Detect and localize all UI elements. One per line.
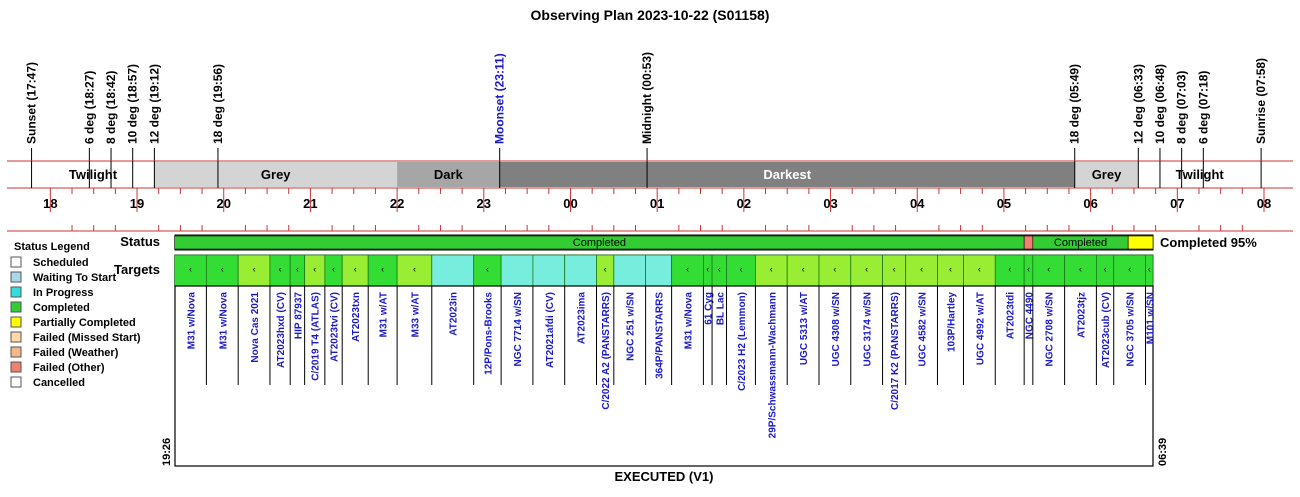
events-layer bbox=[25, 52, 1269, 161]
target-name: C/2017 K2 (PANSTARRS) bbox=[890, 292, 902, 410]
target-name: C/2022 A2 (PANSTARRS) bbox=[601, 292, 613, 410]
target-mark: ‹ bbox=[412, 264, 416, 274]
target-mark: ‹ bbox=[295, 264, 299, 274]
target-name: AT2023txn bbox=[351, 292, 363, 342]
hour-label: 00 bbox=[563, 196, 578, 211]
event-label: Sunset (17:47) bbox=[24, 61, 39, 144]
target-block bbox=[614, 255, 646, 286]
status-segment-label: Completed bbox=[572, 237, 626, 249]
target-name: HIP 87937 bbox=[293, 292, 305, 340]
event-label: 6 deg (07:18) bbox=[1196, 70, 1211, 144]
sky-band-label: Grey bbox=[1091, 167, 1122, 182]
target-mark: ‹ bbox=[220, 264, 224, 274]
target-names bbox=[161, 286, 1169, 484]
sky-bands bbox=[7, 161, 1293, 188]
target-name: AT2023ima bbox=[576, 292, 588, 345]
hour-label: 04 bbox=[910, 196, 925, 211]
target-block bbox=[565, 255, 597, 286]
target-name: M31 w/Nova bbox=[218, 292, 230, 350]
target-name: UGC 4308 w/SN bbox=[830, 292, 842, 367]
target-name: AT2023hxd (CV) bbox=[276, 292, 288, 368]
legend-swatch bbox=[11, 362, 21, 372]
legend-item-label: Partially Completed bbox=[33, 317, 136, 329]
legend-swatch bbox=[11, 377, 21, 387]
sky-band bbox=[7, 162, 32, 187]
hour-label: 08 bbox=[1256, 196, 1272, 211]
target-mark: ‹ bbox=[381, 264, 385, 274]
target-mark: ‹ bbox=[686, 264, 690, 274]
event-label: 6 deg (18:27) bbox=[82, 70, 97, 144]
target-name: M101 w/SN bbox=[1145, 292, 1157, 345]
target-name: 12P/Pons-Brooks bbox=[483, 292, 495, 375]
target-mark: ‹ bbox=[865, 264, 869, 274]
legend-item-label: Failed (Missed Start) bbox=[33, 332, 141, 344]
target-mark: ‹ bbox=[1128, 264, 1132, 274]
event-label: Midnight (00:53) bbox=[640, 52, 655, 144]
target-name: NGC 4490 bbox=[1024, 292, 1036, 340]
sky-band-label: Twilight bbox=[1175, 167, 1224, 182]
target-name: UGC 4582 w/SN bbox=[917, 292, 929, 367]
legend-item-label: Completed bbox=[33, 302, 90, 314]
target-mark: ‹ bbox=[1103, 264, 1107, 274]
status-row bbox=[120, 234, 1257, 250]
sky-band-label: Grey bbox=[260, 167, 291, 182]
target-name: NGC 3705 w/SN bbox=[1125, 292, 1137, 367]
targets-row-label: Targets bbox=[114, 262, 160, 277]
target-name: 61 Cyg bbox=[703, 292, 715, 325]
target-mark: ‹ bbox=[769, 264, 773, 274]
target-name: M31 w/Nova bbox=[186, 292, 198, 350]
target-mark: ‹ bbox=[706, 264, 710, 274]
chart-title: Observing Plan 2023-10-22 (S01158) bbox=[530, 7, 770, 23]
target-mark: ‹ bbox=[1026, 264, 1030, 274]
event-label: 12 deg (19:12) bbox=[147, 63, 162, 144]
target-mark: ‹ bbox=[278, 264, 282, 274]
event-label: 18 deg (05:49) bbox=[1067, 63, 1082, 144]
target-name: AT2021afdi (CV) bbox=[544, 292, 556, 368]
target-name: UGC 4992 w/AT bbox=[975, 292, 987, 366]
event-label: 18 deg (19:56) bbox=[210, 63, 225, 144]
hour-label: 05 bbox=[996, 196, 1012, 211]
target-name: M31 w/AT bbox=[378, 292, 390, 338]
status-row-label: Status bbox=[120, 234, 160, 249]
target-name: NGC 251 w/SN bbox=[625, 292, 637, 361]
legend-item-label: Cancelled bbox=[33, 377, 85, 389]
target-mark: ‹ bbox=[353, 264, 357, 274]
target-mark: ‹ bbox=[485, 264, 489, 274]
target-name: AT2023tvi (CV) bbox=[329, 292, 341, 362]
status-segment-label: Completed bbox=[1053, 237, 1108, 249]
target-name: Nova Cas 2021 bbox=[250, 292, 262, 363]
target-name: M31 w/Nova bbox=[683, 292, 695, 350]
target-mark: ‹ bbox=[717, 264, 721, 274]
target-mark: ‹ bbox=[252, 264, 256, 274]
hour-label: 19 bbox=[129, 196, 145, 211]
hour-label: 07 bbox=[1170, 196, 1185, 211]
target-name: UGC 5313 w/AT bbox=[799, 292, 811, 366]
hour-label: 21 bbox=[303, 196, 318, 211]
target-name: UGC 3174 w/SN bbox=[862, 292, 874, 367]
sky-band-label: Twilight bbox=[68, 167, 118, 182]
target-mark: ‹ bbox=[920, 264, 924, 274]
legend-swatch bbox=[11, 302, 21, 312]
legend-swatch bbox=[11, 317, 21, 327]
event-label: Sunrise (07:58) bbox=[1254, 57, 1269, 144]
target-name: AT2023tjz bbox=[1076, 292, 1088, 338]
target-name: 364P/PANSTARRS bbox=[654, 292, 666, 379]
target-mark: ‹ bbox=[188, 264, 192, 274]
target-name: M33 w/AT bbox=[410, 292, 422, 338]
target-mark: ‹ bbox=[801, 264, 805, 274]
legend-swatch bbox=[11, 347, 21, 357]
target-mark: ‹ bbox=[977, 264, 981, 274]
target-mark: ‹ bbox=[332, 264, 336, 274]
hour-label: 02 bbox=[736, 196, 752, 211]
hour-label: 06 bbox=[1083, 196, 1098, 211]
legend-title: Status Legend bbox=[14, 241, 90, 253]
legend-item-label: Waiting To Start bbox=[33, 272, 117, 284]
sky-band-label: Darkest bbox=[763, 167, 812, 182]
target-mark: ‹ bbox=[313, 264, 317, 274]
event-label: 10 deg (18:57) bbox=[125, 63, 140, 144]
hour-label: 01 bbox=[649, 196, 665, 211]
target-mark: ‹ bbox=[739, 264, 743, 274]
status-segment bbox=[1024, 236, 1033, 249]
plan-start-label: 19:26 bbox=[161, 437, 173, 466]
targets-row bbox=[114, 255, 1153, 286]
target-mark: ‹ bbox=[1147, 264, 1151, 274]
legend-swatch bbox=[11, 287, 21, 297]
legend-swatch bbox=[11, 257, 21, 267]
target-block bbox=[501, 255, 533, 286]
target-name: 103P/Hartley bbox=[946, 292, 958, 353]
completion-text: Completed 95% bbox=[1160, 235, 1257, 250]
target-block bbox=[533, 255, 565, 286]
target-name: BL Lac bbox=[715, 292, 727, 326]
event-label: 8 deg (18:42) bbox=[104, 70, 119, 144]
target-mark: ‹ bbox=[603, 264, 607, 274]
target-name: AT2023cub (CV) bbox=[1101, 292, 1113, 368]
legend-item-label: Failed (Other) bbox=[33, 362, 105, 374]
hour-axis bbox=[7, 188, 1293, 231]
hour-label: 20 bbox=[216, 196, 231, 211]
hour-label: 23 bbox=[476, 196, 492, 211]
hour-label: 03 bbox=[823, 196, 838, 211]
hour-label: 18 bbox=[43, 196, 58, 211]
legend-swatch bbox=[11, 272, 21, 282]
target-name: C/2019 T4 (ATLAS) bbox=[310, 292, 322, 381]
sky-band-label: Dark bbox=[433, 167, 463, 182]
event-label: Moonset (23:11) bbox=[492, 53, 507, 144]
event-label: 10 deg (06:48) bbox=[1152, 63, 1167, 144]
target-name: NGC 7714 w/SN bbox=[513, 292, 525, 367]
target-mark: ‹ bbox=[892, 264, 896, 274]
target-mark: ‹ bbox=[833, 264, 837, 274]
legend-item-label: In Progress bbox=[33, 287, 94, 299]
target-name: AT2023tdi bbox=[1005, 292, 1017, 340]
target-name: C/2023 H2 (Lemmon) bbox=[736, 292, 748, 391]
target-block bbox=[432, 255, 474, 286]
target-name: 29P/Schwassmann-Wachmann bbox=[767, 292, 779, 439]
legend-item-label: Failed (Weather) bbox=[33, 347, 119, 359]
plan-end-label: 06:39 bbox=[1157, 437, 1169, 466]
event-label: 8 deg (07:03) bbox=[1174, 70, 1189, 144]
target-mark: ‹ bbox=[948, 264, 952, 274]
target-mark: ‹ bbox=[1008, 264, 1012, 274]
target-mark: ‹ bbox=[1079, 264, 1083, 274]
target-block bbox=[646, 255, 672, 286]
legend-item-label: Scheduled bbox=[33, 257, 89, 269]
hour-label: 22 bbox=[389, 196, 405, 211]
target-mark: ‹ bbox=[1047, 264, 1051, 274]
target-name: NGC 2708 w/SN bbox=[1044, 292, 1056, 367]
status-segment bbox=[1128, 236, 1153, 249]
event-label: 12 deg (06:33) bbox=[1131, 63, 1146, 144]
target-name: AT2023in bbox=[448, 292, 460, 336]
footer-label: EXECUTED (V1) bbox=[614, 469, 714, 484]
legend-swatch bbox=[11, 332, 21, 342]
